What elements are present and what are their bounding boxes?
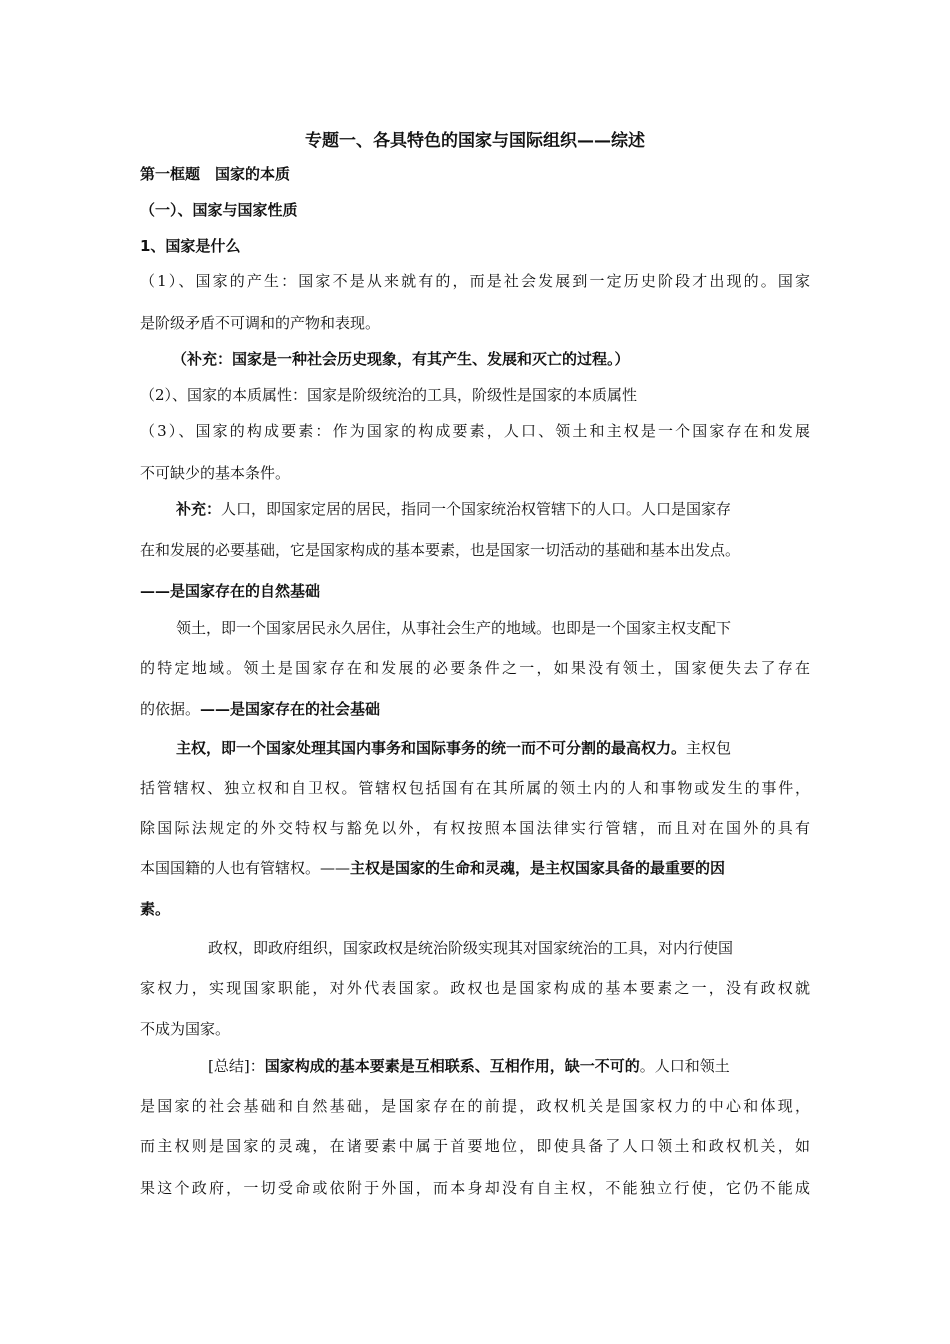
sovereignty-line5: 素。 [140, 900, 171, 918]
sovereignty-line3: 除国际法规定的外交特权与豁免以外，有权按照本国法律实行管辖，而且对在国外的具有 [140, 819, 810, 837]
topic-heading: 1、国家是什么 [140, 237, 241, 255]
sovereignty-line4 [140, 857, 810, 879]
summary-label: [总结]： [208, 1057, 265, 1075]
sovereignty-definition: 主权，即一个国家处理其国内事务和国际事务的统一而不可分割的最高权力。 [176, 739, 687, 757]
regime-line3: 不成为国家。 [140, 1020, 231, 1038]
territory-line1: 领土，即一个国家居民永久居住，从事社会生产的地域。也即是一个国家主权支配下 [176, 619, 732, 637]
summary-line2: 是国家的社会基础和自然基础，是国家存在的前提，政权机关是国家权力的中心和体现， [140, 1097, 810, 1115]
supplement-note: （补充：国家是一种社会历史现象，有其产生、发展和灭亡的过程。） [172, 350, 630, 368]
paragraph-origin-line2: 是阶级矛盾不可调和的产物和表现。 [140, 314, 381, 332]
regime-line1: 政权，即政府组织，国家政权是统治阶级实现其对国家统治的工具，对内行使国 [208, 939, 734, 957]
sovereignty-text-2: 本国国籍的人也有管辖权。—— [140, 859, 351, 877]
territory-text: 的依据。 [140, 700, 201, 718]
summary-emphasis: 国家构成的基本要素是互相联系、互相作用，缺一不可的 [264, 1057, 640, 1075]
population-text: 人口，即国家定居的居民，指同一个国家统治权管辖下的人口。人口是国家存 [221, 500, 732, 518]
territory-line3 [140, 698, 810, 720]
section-heading: 第一框题 国家的本质 [140, 165, 291, 183]
sovereignty-line1 [176, 737, 810, 759]
population-line1 [176, 498, 810, 520]
paragraph-origin-line1: （1）、国家的产生：国家不是从来就有的，而是社会发展到一定历史阶段才出现的。国家 [140, 272, 810, 290]
sovereignty-line2: 括管辖权、独立权和自卫权。管辖权包括国有在其所属的领土内的人和事物或发生的事件， [140, 779, 810, 797]
summary-line4: 果这个政府，一切受命或依附于外国，而本身却没有自主权，不能独立行使，它仍不能成 [140, 1179, 810, 1197]
territory-basis: ——是国家存在的社会基础 [200, 700, 381, 718]
population-line2: 在和发展的必要基础，它是国家构成的基本要素，也是国家一切活动的基础和基本出发点。 [140, 541, 741, 559]
supplement-label: 补充： [176, 500, 222, 518]
population-basis: ——是国家存在的自然基础 [140, 582, 321, 600]
regime-line2: 家权力，实现国家职能，对外代表国家。政权也是国家构成的基本要素之一，没有政权就 [140, 979, 810, 997]
summary-line3: 而主权则是国家的灵魂，在诸要素中属于首要地位，即使具备了人口领土和政权机关，如 [140, 1137, 810, 1155]
paragraph-elements-line2: 不可缺少的基本条件。 [140, 464, 291, 482]
paragraph-essence: （2）、国家的本质属性：国家是阶级统治的工具，阶级性是国家的本质属性 [140, 386, 638, 404]
paragraph-elements-line1: （3）、国家的构成要素：作为国家的构成要素，人口、领土和主权是一个国家存在和发展 [140, 422, 810, 440]
summary-line1 [208, 1055, 810, 1077]
summary-text: 。人口和领土 [639, 1057, 730, 1075]
subsection-heading: （一）、国家与国家性质 [140, 201, 298, 219]
document-title: 专题一、各具特色的国家与国际组织——综述 [305, 131, 645, 151]
territory-line2: 的特定地域。领土是国家存在和发展的必要条件之一，如果没有领土，国家便失去了存在 [140, 659, 810, 677]
sovereignty-text: 主权包 [686, 739, 732, 757]
sovereignty-emphasis: 主权是国家的生命和灵魂，是主权国家具备的最重要的因 [350, 859, 726, 877]
